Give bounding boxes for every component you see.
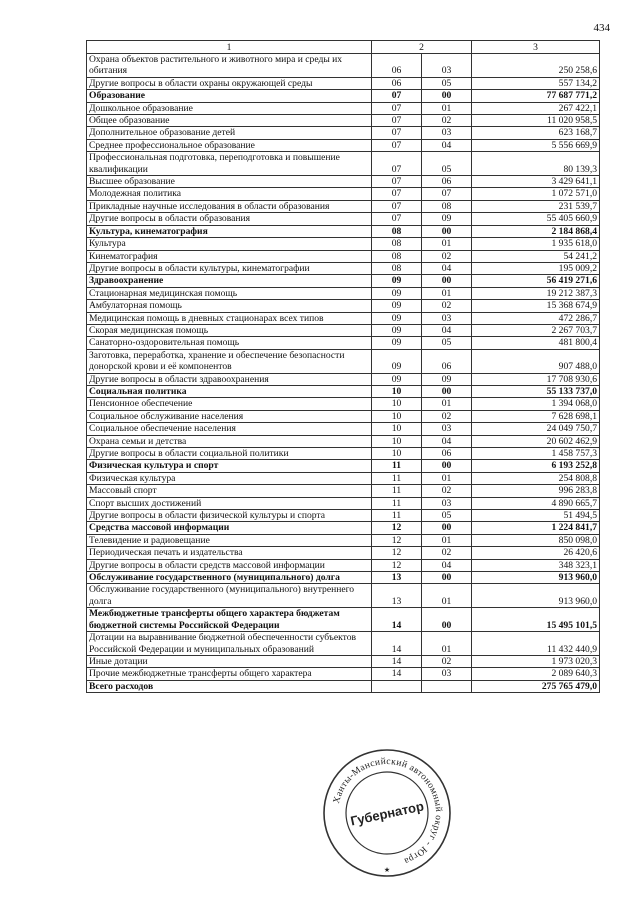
row-amount-cell: 472 286,7 bbox=[472, 312, 600, 324]
row-subsection-cell: 02 bbox=[422, 250, 472, 262]
row-section-cell bbox=[372, 680, 422, 692]
row-amount-cell: 195 009,2 bbox=[472, 262, 600, 274]
table-row bbox=[87, 225, 600, 237]
row-name-cell: Обслуживание государственного (муниципального) долга bbox=[87, 572, 372, 584]
row-name-cell: Другие вопросы в области физической культуры и спорта bbox=[87, 510, 372, 522]
row-section-cell: 11 bbox=[372, 472, 422, 484]
row-name-cell: Социальная политика bbox=[87, 385, 372, 397]
row-subsection-cell: 01 bbox=[422, 102, 472, 114]
row-section-cell: 07 bbox=[372, 176, 422, 188]
row-amount-cell: 77 687 771,2 bbox=[472, 90, 600, 102]
row-name-cell: Другие вопросы в области охраны окружающей среды bbox=[87, 77, 372, 89]
row-section-cell: 11 bbox=[372, 460, 422, 472]
row-amount-cell: 623 168,7 bbox=[472, 127, 600, 139]
table-row bbox=[87, 534, 600, 546]
row-amount-cell: 15 495 101,5 bbox=[472, 608, 600, 632]
row-amount-cell: 6 193 252,8 bbox=[472, 460, 600, 472]
row-amount-cell: 850 098,0 bbox=[472, 534, 600, 546]
table-body bbox=[87, 54, 600, 693]
row-subsection-cell: 03 bbox=[422, 668, 472, 680]
row-amount-cell: 250 258,6 bbox=[472, 54, 600, 78]
row-section-cell: 10 bbox=[372, 410, 422, 422]
row-subsection-cell: 01 bbox=[422, 632, 472, 656]
row-section-cell: 06 bbox=[372, 54, 422, 78]
row-subsection-cell: 04 bbox=[422, 139, 472, 151]
row-amount-cell: 1 394 068,0 bbox=[472, 398, 600, 410]
table-row bbox=[87, 522, 600, 534]
row-amount-cell: 1 072 571,0 bbox=[472, 188, 600, 200]
row-amount-cell: 907 488,0 bbox=[472, 349, 600, 373]
table-row bbox=[87, 572, 600, 584]
row-amount-cell: 11 020 958,5 bbox=[472, 115, 600, 127]
row-name-cell: Всего расходов bbox=[87, 680, 372, 692]
row-name-cell: Амбулаторная помощь bbox=[87, 300, 372, 312]
row-name-cell: Социальное обеспечение населения bbox=[87, 423, 372, 435]
row-section-cell: 09 bbox=[372, 287, 422, 299]
table-row bbox=[87, 373, 600, 385]
row-amount-cell: 4 890 665,7 bbox=[472, 497, 600, 509]
row-subsection-cell: 06 bbox=[422, 448, 472, 460]
row-amount-cell: 267 422,1 bbox=[472, 102, 600, 114]
row-section-cell: 14 bbox=[372, 608, 422, 632]
row-section-cell: 13 bbox=[372, 572, 422, 584]
row-subsection-cell: 09 bbox=[422, 373, 472, 385]
row-name-cell: Стационарная медицинская помощь bbox=[87, 287, 372, 299]
table-row bbox=[87, 460, 600, 472]
row-subsection-cell: 02 bbox=[422, 485, 472, 497]
row-amount-cell: 913 960,0 bbox=[472, 572, 600, 584]
row-name-cell: Иные дотации bbox=[87, 655, 372, 667]
table-row bbox=[87, 287, 600, 299]
row-amount-cell: 254 808,8 bbox=[472, 472, 600, 484]
row-name-cell: Массовый спорт bbox=[87, 485, 372, 497]
row-amount-cell: 996 283,8 bbox=[472, 485, 600, 497]
row-section-cell: 07 bbox=[372, 127, 422, 139]
row-section-cell: 14 bbox=[372, 668, 422, 680]
row-subsection-cell: 07 bbox=[422, 188, 472, 200]
row-subsection-cell: 04 bbox=[422, 324, 472, 336]
row-name-cell: Здравоохранение bbox=[87, 275, 372, 287]
row-amount-cell: 275 765 479,0 bbox=[472, 680, 600, 692]
row-name-cell: Пенсионное обеспечение bbox=[87, 398, 372, 410]
table-row bbox=[87, 275, 600, 287]
row-section-cell: 14 bbox=[372, 632, 422, 656]
row-name-cell: Дошкольное образование bbox=[87, 102, 372, 114]
row-subsection-cell: 01 bbox=[422, 584, 472, 608]
table-row bbox=[87, 398, 600, 410]
row-subsection-cell: 09 bbox=[422, 213, 472, 225]
table-row bbox=[87, 608, 600, 632]
table-row bbox=[87, 385, 600, 397]
row-amount-cell: 1 935 618,0 bbox=[472, 238, 600, 250]
row-subsection-cell: 05 bbox=[422, 152, 472, 176]
row-subsection-cell: 00 bbox=[422, 572, 472, 584]
table-row bbox=[87, 559, 600, 571]
row-subsection-cell: 02 bbox=[422, 300, 472, 312]
row-amount-cell: 7 628 698,1 bbox=[472, 410, 600, 422]
row-name-cell: Медицинская помощь в дневных стационарах всех типов bbox=[87, 312, 372, 324]
row-section-cell: 09 bbox=[372, 337, 422, 349]
row-amount-cell: 5 556 669,9 bbox=[472, 139, 600, 151]
row-section-cell: 10 bbox=[372, 423, 422, 435]
row-amount-cell: 51 494,5 bbox=[472, 510, 600, 522]
table-row bbox=[87, 448, 600, 460]
row-name-cell: Скорая медицинская помощь bbox=[87, 324, 372, 336]
row-name-cell: Другие вопросы в области культуры, кинематографии bbox=[87, 262, 372, 274]
table-row bbox=[87, 510, 600, 522]
row-subsection-cell: 02 bbox=[422, 655, 472, 667]
table-row bbox=[87, 632, 600, 656]
row-amount-cell: 481 800,4 bbox=[472, 337, 600, 349]
table-row bbox=[87, 410, 600, 422]
row-section-cell: 09 bbox=[372, 373, 422, 385]
table-row bbox=[87, 115, 600, 127]
row-subsection-cell bbox=[422, 680, 472, 692]
header-col-2: 2 bbox=[372, 41, 472, 54]
row-section-cell: 10 bbox=[372, 448, 422, 460]
row-section-cell: 07 bbox=[372, 102, 422, 114]
row-section-cell: 09 bbox=[372, 349, 422, 373]
row-amount-cell: 1 458 757,3 bbox=[472, 448, 600, 460]
row-section-cell: 07 bbox=[372, 188, 422, 200]
row-name-cell: Среднее профессиональное образование bbox=[87, 139, 372, 151]
row-subsection-cell: 04 bbox=[422, 262, 472, 274]
table-row bbox=[87, 200, 600, 212]
table-row bbox=[87, 668, 600, 680]
row-name-cell: Санаторно-оздоровительная помощь bbox=[87, 337, 372, 349]
row-name-cell: Физическая культура и спорт bbox=[87, 460, 372, 472]
row-subsection-cell: 00 bbox=[422, 275, 472, 287]
row-subsection-cell: 05 bbox=[422, 510, 472, 522]
row-amount-cell: 231 539,7 bbox=[472, 200, 600, 212]
row-amount-cell: 557 134,2 bbox=[472, 77, 600, 89]
row-amount-cell: 2 267 703,7 bbox=[472, 324, 600, 336]
table-row bbox=[87, 188, 600, 200]
row-section-cell: 10 bbox=[372, 385, 422, 397]
seal-center-text: Губернатор bbox=[349, 798, 426, 829]
row-section-cell: 09 bbox=[372, 275, 422, 287]
row-section-cell: 12 bbox=[372, 559, 422, 571]
row-subsection-cell: 01 bbox=[422, 238, 472, 250]
row-amount-cell: 54 241,2 bbox=[472, 250, 600, 262]
row-subsection-cell: 05 bbox=[422, 77, 472, 89]
row-section-cell: 09 bbox=[372, 300, 422, 312]
row-amount-cell: 348 323,1 bbox=[472, 559, 600, 571]
table-row bbox=[87, 680, 600, 692]
row-amount-cell: 55 405 660,9 bbox=[472, 213, 600, 225]
row-name-cell: Другие вопросы в области социальной политики bbox=[87, 448, 372, 460]
row-name-cell: Заготовка, переработка, хранение и обеспечение безопасности донорской крови и её компонентов bbox=[87, 349, 372, 373]
row-section-cell: 12 bbox=[372, 547, 422, 559]
row-amount-cell: 11 432 440,9 bbox=[472, 632, 600, 656]
row-subsection-cell: 06 bbox=[422, 349, 472, 373]
row-subsection-cell: 04 bbox=[422, 559, 472, 571]
row-subsection-cell: 03 bbox=[422, 423, 472, 435]
row-amount-cell: 3 429 641,1 bbox=[472, 176, 600, 188]
row-subsection-cell: 00 bbox=[422, 90, 472, 102]
row-name-cell: Другие вопросы в области здравоохранения bbox=[87, 373, 372, 385]
row-subsection-cell: 03 bbox=[422, 54, 472, 78]
table-row bbox=[87, 547, 600, 559]
row-name-cell: Другие вопросы в области образования bbox=[87, 213, 372, 225]
row-name-cell: Образование bbox=[87, 90, 372, 102]
row-subsection-cell: 03 bbox=[422, 127, 472, 139]
row-subsection-cell: 00 bbox=[422, 522, 472, 534]
table-row bbox=[87, 300, 600, 312]
table-row bbox=[87, 238, 600, 250]
table-row bbox=[87, 139, 600, 151]
row-section-cell: 07 bbox=[372, 213, 422, 225]
table-row bbox=[87, 312, 600, 324]
table-row bbox=[87, 497, 600, 509]
row-name-cell: Кинематография bbox=[87, 250, 372, 262]
table-row bbox=[87, 262, 600, 274]
row-section-cell: 14 bbox=[372, 655, 422, 667]
row-section-cell: 10 bbox=[372, 398, 422, 410]
row-subsection-cell: 04 bbox=[422, 435, 472, 447]
row-amount-cell: 1 224 841,7 bbox=[472, 522, 600, 534]
row-name-cell: Дотации на выравнивание бюджетной обеспеченности субъектов Российской Федерации и муниципальных образований bbox=[87, 632, 372, 656]
row-section-cell: 07 bbox=[372, 115, 422, 127]
row-section-cell: 10 bbox=[372, 435, 422, 447]
row-amount-cell: 2 184 868,4 bbox=[472, 225, 600, 237]
row-subsection-cell: 05 bbox=[422, 337, 472, 349]
row-amount-cell: 17 708 930,6 bbox=[472, 373, 600, 385]
row-subsection-cell: 03 bbox=[422, 312, 472, 324]
row-section-cell: 12 bbox=[372, 534, 422, 546]
table-row bbox=[87, 485, 600, 497]
row-amount-cell: 55 133 737,0 bbox=[472, 385, 600, 397]
row-amount-cell: 913 960,0 bbox=[472, 584, 600, 608]
row-name-cell: Периодическая печать и издательства bbox=[87, 547, 372, 559]
row-name-cell: Высшее образование bbox=[87, 176, 372, 188]
row-name-cell: Культура, кинематография bbox=[87, 225, 372, 237]
row-section-cell: 08 bbox=[372, 250, 422, 262]
row-name-cell: Охрана объектов растительного и животного мира и среды их обитания bbox=[87, 54, 372, 78]
row-name-cell: Общее образование bbox=[87, 115, 372, 127]
row-name-cell: Межбюджетные трансферты общего характера бюджетам бюджетной системы Российской Федерации bbox=[87, 608, 372, 632]
row-section-cell: 07 bbox=[372, 139, 422, 151]
row-section-cell: 07 bbox=[372, 200, 422, 212]
row-name-cell: Прочие межбюджетные трансферты общего характера bbox=[87, 668, 372, 680]
row-section-cell: 09 bbox=[372, 324, 422, 336]
table-row bbox=[87, 655, 600, 667]
row-section-cell: 09 bbox=[372, 312, 422, 324]
row-amount-cell: 1 973 020,3 bbox=[472, 655, 600, 667]
row-section-cell: 08 bbox=[372, 225, 422, 237]
row-subsection-cell: 06 bbox=[422, 176, 472, 188]
row-amount-cell: 15 368 674,9 bbox=[472, 300, 600, 312]
row-subsection-cell: 02 bbox=[422, 410, 472, 422]
table-row bbox=[87, 349, 600, 373]
row-subsection-cell: 01 bbox=[422, 287, 472, 299]
row-name-cell: Охрана семьи и детства bbox=[87, 435, 372, 447]
row-name-cell: Профессиональная подготовка, переподготовка и повышение квалификации bbox=[87, 152, 372, 176]
table-row bbox=[87, 324, 600, 336]
row-subsection-cell: 02 bbox=[422, 115, 472, 127]
row-name-cell: Средства массовой информации bbox=[87, 522, 372, 534]
row-subsection-cell: 00 bbox=[422, 608, 472, 632]
row-section-cell: 07 bbox=[372, 90, 422, 102]
budget-table bbox=[86, 40, 600, 693]
row-name-cell: Телевидение и радиовещание bbox=[87, 534, 372, 546]
row-name-cell: Другие вопросы в области средств массовой информации bbox=[87, 559, 372, 571]
row-section-cell: 08 bbox=[372, 262, 422, 274]
row-subsection-cell: 08 bbox=[422, 200, 472, 212]
table-row bbox=[87, 435, 600, 447]
row-name-cell: Физическая культура bbox=[87, 472, 372, 484]
table-row bbox=[87, 54, 600, 78]
row-subsection-cell: 01 bbox=[422, 472, 472, 484]
row-amount-cell: 56 419 271,6 bbox=[472, 275, 600, 287]
row-name-cell: Молодежная политика bbox=[87, 188, 372, 200]
table-row bbox=[87, 102, 600, 114]
row-amount-cell: 20 602 462,9 bbox=[472, 435, 600, 447]
row-amount-cell: 19 212 387,3 bbox=[472, 287, 600, 299]
header-col-3: 3 bbox=[472, 41, 600, 54]
row-subsection-cell: 00 bbox=[422, 225, 472, 237]
table-row bbox=[87, 77, 600, 89]
row-subsection-cell: 01 bbox=[422, 398, 472, 410]
table-row bbox=[87, 152, 600, 176]
header-col-1: 1 bbox=[87, 41, 372, 54]
row-section-cell: 08 bbox=[372, 238, 422, 250]
table-row bbox=[87, 127, 600, 139]
table-header-row bbox=[87, 41, 600, 54]
row-amount-cell: 24 049 750,7 bbox=[472, 423, 600, 435]
table-row bbox=[87, 213, 600, 225]
row-amount-cell: 26 420,6 bbox=[472, 547, 600, 559]
seal-star-icon: ★ bbox=[383, 866, 391, 874]
table-row bbox=[87, 584, 600, 608]
row-amount-cell: 2 089 640,3 bbox=[472, 668, 600, 680]
row-name-cell: Культура bbox=[87, 238, 372, 250]
row-name-cell: Социальное обслуживание населения bbox=[87, 410, 372, 422]
row-section-cell: 13 bbox=[372, 584, 422, 608]
row-subsection-cell: 02 bbox=[422, 547, 472, 559]
row-amount-cell: 80 139,3 bbox=[472, 152, 600, 176]
table-row bbox=[87, 423, 600, 435]
row-subsection-cell: 00 bbox=[422, 460, 472, 472]
row-name-cell: Прикладные научные исследования в области образования bbox=[87, 200, 372, 212]
row-section-cell: 12 bbox=[372, 522, 422, 534]
row-name-cell: Обслуживание государственного (муниципального) внутреннего долга bbox=[87, 584, 372, 608]
row-section-cell: 11 bbox=[372, 485, 422, 497]
table-row bbox=[87, 250, 600, 262]
table-row bbox=[87, 90, 600, 102]
row-name-cell: Спорт высших достижений bbox=[87, 497, 372, 509]
row-section-cell: 11 bbox=[372, 497, 422, 509]
row-subsection-cell: 03 bbox=[422, 497, 472, 509]
table-row bbox=[87, 472, 600, 484]
row-section-cell: 06 bbox=[372, 77, 422, 89]
row-name-cell: Дополнительное образование детей bbox=[87, 127, 372, 139]
governor-seal bbox=[320, 746, 454, 880]
table-row bbox=[87, 337, 600, 349]
row-section-cell: 11 bbox=[372, 510, 422, 522]
row-subsection-cell: 00 bbox=[422, 385, 472, 397]
row-section-cell: 07 bbox=[372, 152, 422, 176]
page-number: 434 bbox=[593, 22, 610, 34]
table-row bbox=[87, 176, 600, 188]
row-subsection-cell: 01 bbox=[422, 534, 472, 546]
seal-ring-text: Ханты-Мансийский автономный округ - Югра bbox=[331, 756, 444, 866]
